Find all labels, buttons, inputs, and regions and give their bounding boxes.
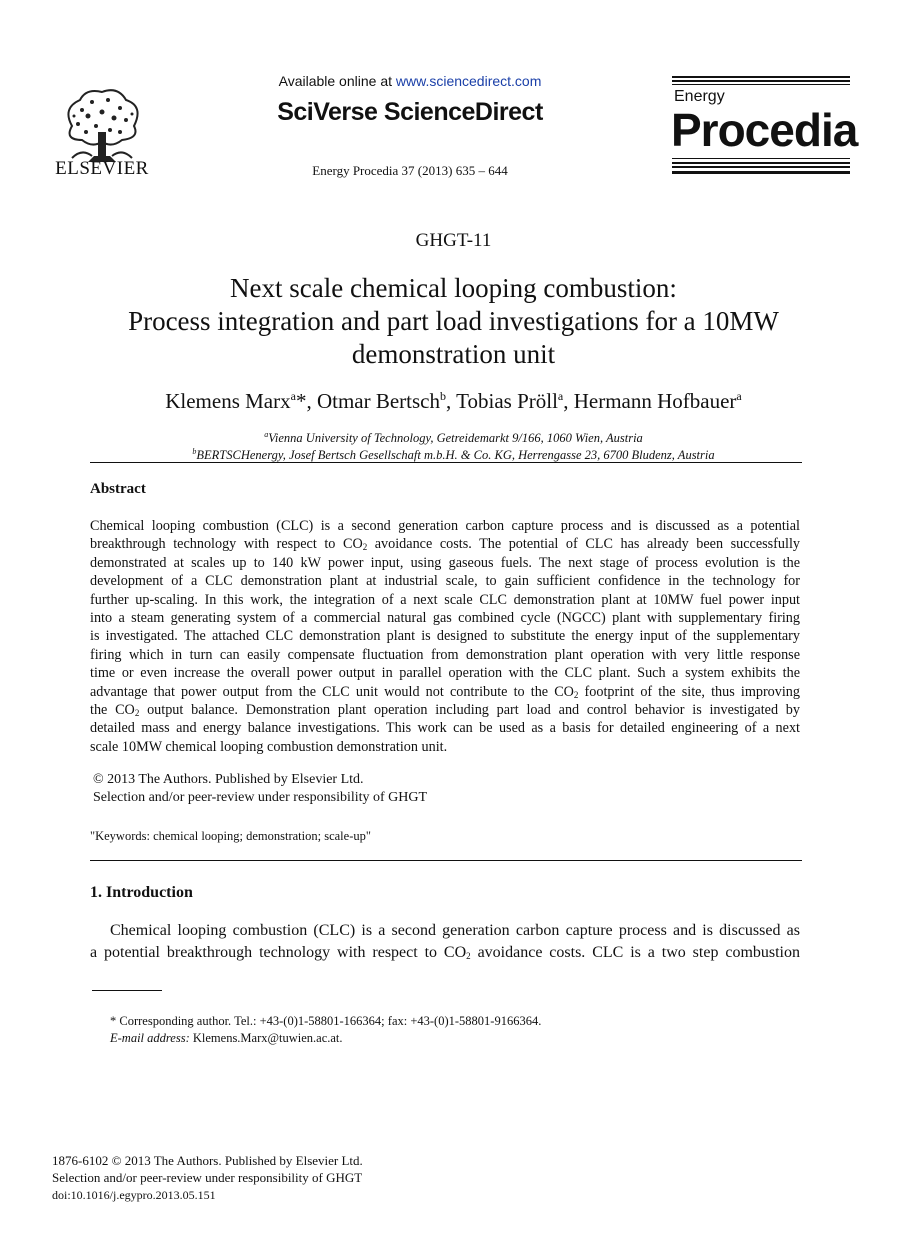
- footer-doi[interactable]: doi:10.1016/j.egypro.2013.05.151: [52, 1188, 216, 1202]
- subscript: 2: [466, 951, 471, 961]
- abstract-line: time or even increase the overall power output in parallel operation with the CLC plant. Such a system exhibits the: [90, 665, 800, 682]
- email-note: [110, 1031, 343, 1046]
- available-online: [250, 73, 570, 89]
- brand-rule: [672, 166, 850, 168]
- abstract-line-head: breakthrough technology with respect to CO: [90, 536, 363, 553]
- brand-procedia: Procedia: [671, 104, 858, 156]
- intro-text: avoidance costs. CLC is a two step combustion: [470, 944, 801, 961]
- author-name: Otmar Bertsch: [316, 389, 440, 413]
- author-list: Klemens Marx$^a$*, Otmar Bertsch$^b$, Tobias Pröll$^a$, Hermann Hofbauer$^a$: [165, 389, 742, 413]
- email-label: E-mail address:: [110, 1031, 190, 1045]
- brand-rule: [672, 80, 850, 82]
- intro-text: Chemical looping combustion (CLC) is a second generation carbon capture process and is discussed as: [110, 922, 800, 939]
- brand-energy: Energy: [674, 88, 725, 105]
- author-affil-mark: a: [290, 389, 296, 403]
- abstract-line-head: advantage that power output from the CLC unit would not contribute to the CO: [90, 683, 574, 700]
- abstract-line: firing which in turn can easily compensate fluctuation from demonstration plant operation with very little response: [90, 646, 800, 663]
- footer-peer-review: Selection and/or peer-review under responsibility of GHGT: [52, 1170, 363, 1185]
- brand-rule: [672, 162, 850, 164]
- abstract-line: [90, 701, 800, 719]
- elsevier-wordmark: ELSEVIER: [55, 158, 149, 179]
- intro-line: [90, 944, 800, 962]
- sciencedirect-link[interactable]: www.sciencedirect.com: [395, 73, 542, 89]
- abstract-line-head: the CO: [90, 701, 135, 718]
- peer-review-line: Selection and/or peer-review under responsibility of GHGT: [93, 790, 428, 805]
- subscript: 2: [362, 542, 368, 553]
- abstract-line: further up-scaling. In this work, the integration of a next scale CLC demonstration plant at 10MW fuel power input: [90, 591, 800, 608]
- abstract-body: [90, 517, 800, 756]
- available-prefix: Available online at: [278, 73, 396, 89]
- brand-rule: [672, 84, 850, 85]
- abstract-line: detailed mass and energy balance investigations. This work can be used as a basis for detailed engineering of a next: [90, 720, 800, 737]
- conference-name: GHGT-11: [415, 230, 492, 251]
- abstract-line-tail: footprint of the site, thus improving: [578, 683, 800, 700]
- author-affil-mark: b: [440, 389, 446, 403]
- corresponding-mark: *: [295, 389, 307, 413]
- author-affil-mark: a: [736, 389, 742, 403]
- abstract-line: Chemical looping combustion (CLC) is a second generation carbon capture process and is discussed as a potential: [90, 518, 800, 534]
- affiliation-mark: a: [264, 430, 269, 439]
- divider: [90, 860, 802, 861]
- email-address[interactable]: Klemens.Marx@tuwien.ac.at.: [189, 1031, 343, 1045]
- section-heading: 1. Introduction: [90, 884, 193, 901]
- corresponding-author-note: * Corresponding author. Tel.: +43-(0)1-58801-166364; fax: +43-(0)1-58801-9166364.: [110, 1014, 542, 1028]
- abstract-line: scale 10MW chemical looping combustion demonstration unit.: [90, 738, 448, 755]
- footer-issn: 1876-6102 © 2013 The Authors. Published by Elsevier Ltd.: [52, 1153, 363, 1168]
- brand-rule: [672, 76, 850, 78]
- subscript: 2: [134, 707, 140, 718]
- intro-text: a potential breakthrough technology with respect to CO: [90, 944, 467, 961]
- title-line: demonstration unit: [351, 339, 556, 369]
- abstract-line: demonstrated at scales up to 140 kW power input, using gaseous fuels. The next stage of process evolution is the: [90, 554, 800, 571]
- intro-line: [90, 922, 800, 940]
- abstract-line: is investigated. The attached CLC demonstration plant is designed to substitute the energy input of the supplementary: [90, 628, 800, 645]
- divider: [90, 462, 802, 463]
- journal-reference: Energy Procedia 37 (2013) 635 – 644: [312, 163, 508, 178]
- subscript: 2: [573, 689, 579, 700]
- abstract-line: [90, 683, 800, 701]
- affiliation: [0, 430, 907, 446]
- sciverse-logo: SciVerse ScienceDirect: [277, 98, 543, 126]
- footnote-rule: [92, 990, 162, 991]
- affiliation-text: Vienna University of Technology, Getreidemarkt 9/166, 1060 Wien, Austria: [268, 431, 643, 446]
- author-name: Hermann Hofbauer: [573, 389, 737, 413]
- affiliation-mark: b: [192, 447, 197, 456]
- abstract-line: development of a CLC demonstration plant at industrial scale, to gain sufficient confidence in the technology for: [90, 573, 800, 590]
- copyright-line: © 2013 The Authors. Published by Elsevier Ltd.: [93, 772, 364, 787]
- title-line: Process integration and part load investigations for a 10MW: [128, 306, 779, 336]
- title-line: Next scale chemical looping combustion:: [230, 273, 677, 303]
- brand-rule: [672, 171, 850, 174]
- abstract-line: [90, 535, 800, 553]
- brand-rule: [672, 158, 850, 159]
- affiliation-text: BERTSCHenergy, Josef Bertsch Gesellschaft m.b.H. & Co. KG, Herrengasse 23, 6700 Bludenz, Austria: [196, 448, 715, 463]
- abstract-line-tail: output balance. Demonstration plant operation including part load and control behavior is investigated by: [139, 701, 800, 718]
- article-title: [60, 272, 847, 371]
- author-name: Tobias Pröll: [456, 389, 558, 413]
- author-name: Klemens Marx: [165, 389, 291, 413]
- author-affil-mark: a: [557, 389, 564, 403]
- abstract-line: into a steam generating system of a commercial natural gas combined cycle (NGCC) plant with supplementary firing: [90, 609, 800, 626]
- abstract-heading: Abstract: [90, 481, 146, 497]
- affiliation: [0, 447, 907, 463]
- keywords: "Keywords: chemical looping; demonstration; scale-up": [90, 829, 371, 843]
- abstract-line-tail: avoidance costs. The potential of CLC has already been successfully: [367, 536, 800, 553]
